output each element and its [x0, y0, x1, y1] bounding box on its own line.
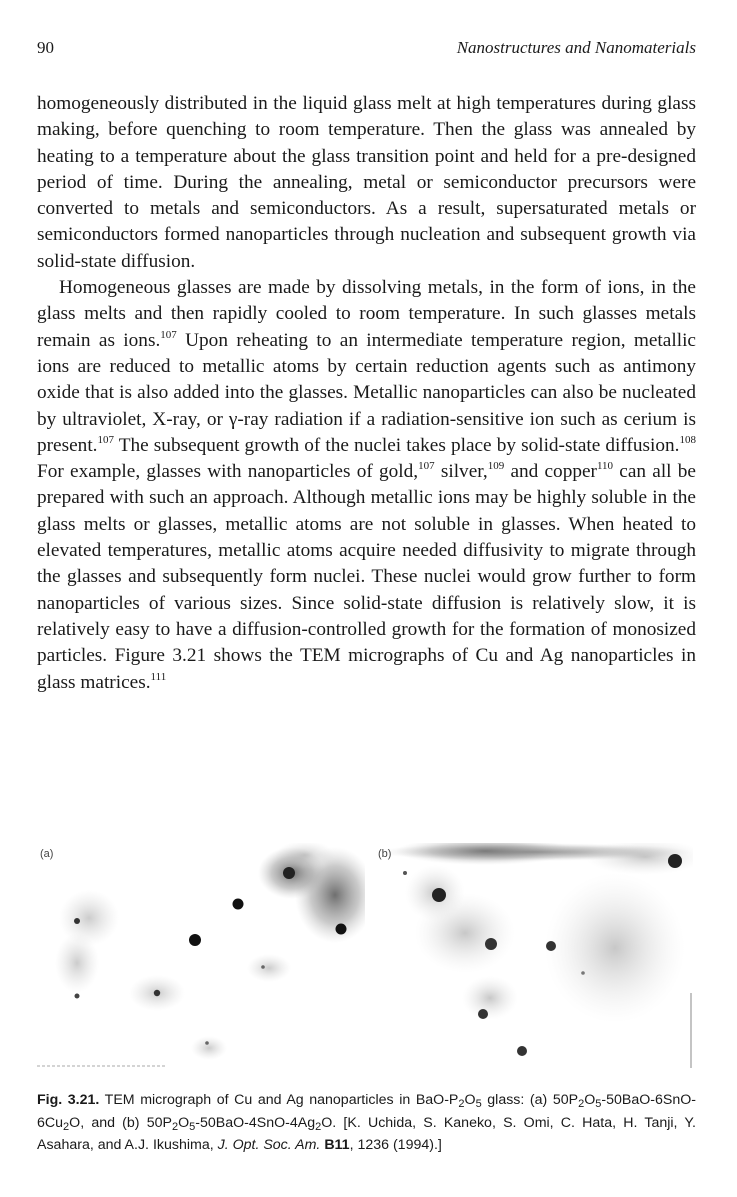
paragraph-2-text: The subsequent growth of the nuclei takes place by solid-state diffusion. [114, 434, 680, 456]
reference-marker: 109 [487, 460, 505, 473]
tem-micrograph-cu-image [37, 843, 365, 1071]
subscript: 2 [315, 1120, 322, 1133]
reference-marker: 107 [160, 328, 177, 341]
caption-text: O [584, 1092, 596, 1108]
caption-text: TEM micrograph of Cu and Ag nanoparticles in BaO-P [99, 1092, 459, 1108]
caption-text: -50BaO-6SnO-6Cu [37, 1092, 696, 1131]
caption-text: O [464, 1092, 476, 1108]
subscript: 5 [189, 1120, 196, 1133]
figure-caption [37, 1089, 696, 1157]
reference-marker: 108 [679, 433, 696, 446]
paragraph-2-text: silver, [434, 461, 488, 483]
reference-marker: 111 [150, 670, 167, 683]
caption-text: O, and (b) 50P [69, 1114, 172, 1131]
journal-name: J. Opt. Soc. Am. [217, 1137, 321, 1153]
tem-micrograph-cu [37, 843, 365, 1071]
subscript: 2 [171, 1120, 179, 1133]
subscript: 2 [458, 1098, 465, 1110]
paragraph-2-text: For example, glasses with nanoparticles of gold, [37, 461, 419, 483]
caption-text: O [178, 1114, 190, 1131]
reference-marker: 107 [418, 460, 435, 473]
subscript: 5 [475, 1098, 482, 1110]
paragraph-1: homogeneously distributed in the liquid glass melt at high temperatures during glass making, before quenching to room temperature. Then the glass was annealed by heating to a temperature about the glass transition point and held for a pre-designed period of time. During the annealing, metal or semiconductor precursors were converted to metals and semiconductors. As a result, supersaturated metals or semiconductors formed nanoparticles through nucleation and subsequent growth via solid-state diffusion. [37, 93, 696, 272]
caption-text: -50BaO-4SnO-4Ag [195, 1114, 316, 1131]
page-number: 90 [37, 38, 54, 57]
reference-marker: 110 [596, 460, 614, 473]
paragraph-2-text: Homogeneous glasses are made by dissolving metals, in the form of ions, in the glass melts and then rapidly cooled to room temperature. In such glasses metals remain as ions. [37, 277, 696, 351]
running-title: Nanostructures and Nanomaterials [456, 38, 696, 57]
page-header [37, 38, 696, 62]
subscript: 2 [578, 1098, 585, 1110]
caption-text: O. [K. Uchida, S. Kaneko, S. Omi, C. Hata, H. Tanji, Y. Asahara, and A.J. Ikushima, [37, 1114, 696, 1153]
body-text [37, 91, 696, 696]
paragraph-2-text: Upon reheating to an intermediate temperature region, metallic ions are reduced to metallic atoms by certain reduction agents such as antimony oxide that is also added into the glasses. Metallic nanoparticles can also be nucleated by ultraviolet, X-ray, or γ-ray radiation if a radiation-sensitive ion such as cerium is present. [37, 329, 696, 456]
paragraph-2-text: and copper [504, 461, 597, 483]
tem-micrograph-ag-image [375, 843, 693, 1071]
tem-micrograph-ag [375, 843, 693, 1071]
panel-label-a: (a) [40, 848, 54, 860]
figure-3-21 [37, 843, 693, 1071]
figure-label: Fig. 3.21. [37, 1092, 100, 1108]
caption-text: glass: (a) 50P [481, 1092, 579, 1108]
subscript: 5 [595, 1098, 602, 1110]
caption-text: , 1236 (1994).] [349, 1137, 442, 1153]
panel-label-b: (b) [378, 848, 392, 860]
paragraph-2-text: can all be prepared with such an approach. Although metallic ions may be highly soluble in the glass melts or glasses, metallic atoms are not soluble in glasses. When heated to elevated temperatures, metallic atoms acquire needed diffusivity to migrate through the glasses and subsequently form nuclei. These nuclei would grow further to form nanoparticles of various sizes. Since solid-state diffusion is relatively slow, it is relatively easy to have a diffusion-controlled growth for the formation of monosized particles. Figure 3.21 shows the TEM micrographs of Cu and Ag nanoparticles in glass matrices. [37, 461, 696, 693]
subscript: 2 [63, 1120, 70, 1133]
paragraph-2 [37, 275, 696, 696]
journal-volume: B11 [324, 1137, 350, 1153]
reference-marker: 107 [97, 433, 114, 446]
